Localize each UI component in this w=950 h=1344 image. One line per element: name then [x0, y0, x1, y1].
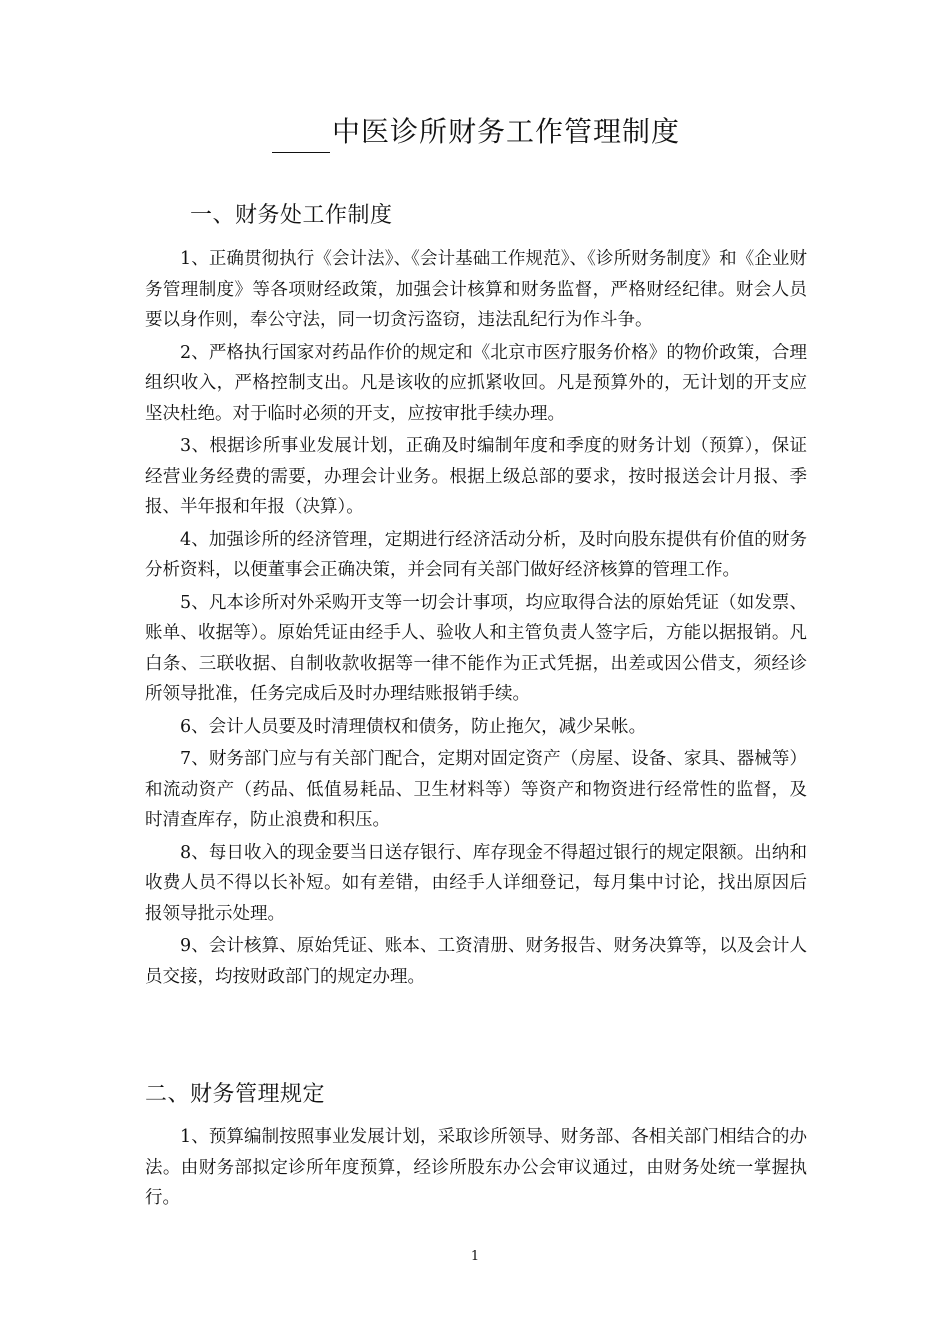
paragraph: 1、正确贯彻执行《会计法》、《会计基础工作规范》、《诊所财务制度》和《企业财务管理制度》等各项财经政策，加强会计核算和财务监督，严格财经纪律。财会人员要以身作则，奉公守法，同一切贪污盗窃，违法乱纪行为作斗争。	[145, 249, 807, 330]
paragraph: 7、财务部门应与有关部门配合，定期对固定资产（房屋、设备、家具、器械等）和流动资产（药品、低值易耗品、卫生材料等）等资产和物资进行经常性的监督，及时清查库存，防止浪费和积压。	[145, 749, 807, 830]
document-title: 中医诊所财务工作管理制度	[332, 115, 681, 148]
paragraph: 5、凡本诊所对外采购开支等一切会计事项，均应取得合法的原始凭证（如发票、账单、收据等）。原始凭证由经手人、验收人和主管负责人签字后，方能以据报销。凡白条、三联收据、自制收款收据等一律不能作为正式凭据，出差或因公借支，须经诊所领导批准，任务完成后及时办理结账报销手续。	[145, 592, 807, 704]
paragraph: 3、根据诊所事业发展计划，正确及时编制年度和季度的财务计划（预算），保证经营业务经费的需要，办理会计业务。根据上级总部的要求，按时报送会计月报、季报、半年报和年报（决算）。	[145, 436, 807, 517]
paragraph: 2、严格执行国家对药品作价的规定和《北京市医疗服务价格》的物价政策，合理组织收入，严格控制支出。凡是该收的应抓紧收回。凡是预算外的，无计划的开支应坚决杜绝。对于临时必须的开支，应按审批手续办理。	[145, 342, 807, 424]
title-blank-underline	[272, 110, 330, 153]
section-heading-finance-management-rules: 二、财务管理规定	[145, 1082, 326, 1107]
page-number: 1	[470, 1249, 480, 1264]
document-title-row	[272, 110, 680, 153]
paragraph: 1、预算编制按照事业发展计划，采取诊所领导、财务部、各相关部门相结合的办法。由财务部拟定诊所年度预算，经诊所股东办公会审议通过，由财务处统一掌握执行。	[145, 1127, 807, 1208]
paragraph: 4、加强诊所的经济管理，定期进行经济活动分析，及时向股东提供有价值的财务分析资料，以便董事会正确决策，并会同有关部门做好经济核算的管理工作。	[145, 529, 807, 580]
paragraph: 6、会计人员要及时清理债权和债务，防止拖欠，减少呆帐。	[180, 716, 647, 737]
section-heading-finance-office-rules: 一、财务处工作制度	[190, 203, 393, 228]
paragraph: 8、每日收入的现金要当日送存银行、库存现金不得超过银行的规定限额。出纳和收费人员不得以长补短。如有差错，由经手人详细登记，每月集中讨论，找出原因后报领导批示处理。	[145, 842, 807, 924]
paragraph: 9、会计核算、原始凭证、账本、工资清册、财务报告、财务决算等，以及会计人员交接，均按财政部门的规定办理。	[145, 936, 807, 987]
section-body-finance-office-rules	[145, 244, 807, 994]
section-body-finance-management-rules	[145, 1122, 807, 1216]
